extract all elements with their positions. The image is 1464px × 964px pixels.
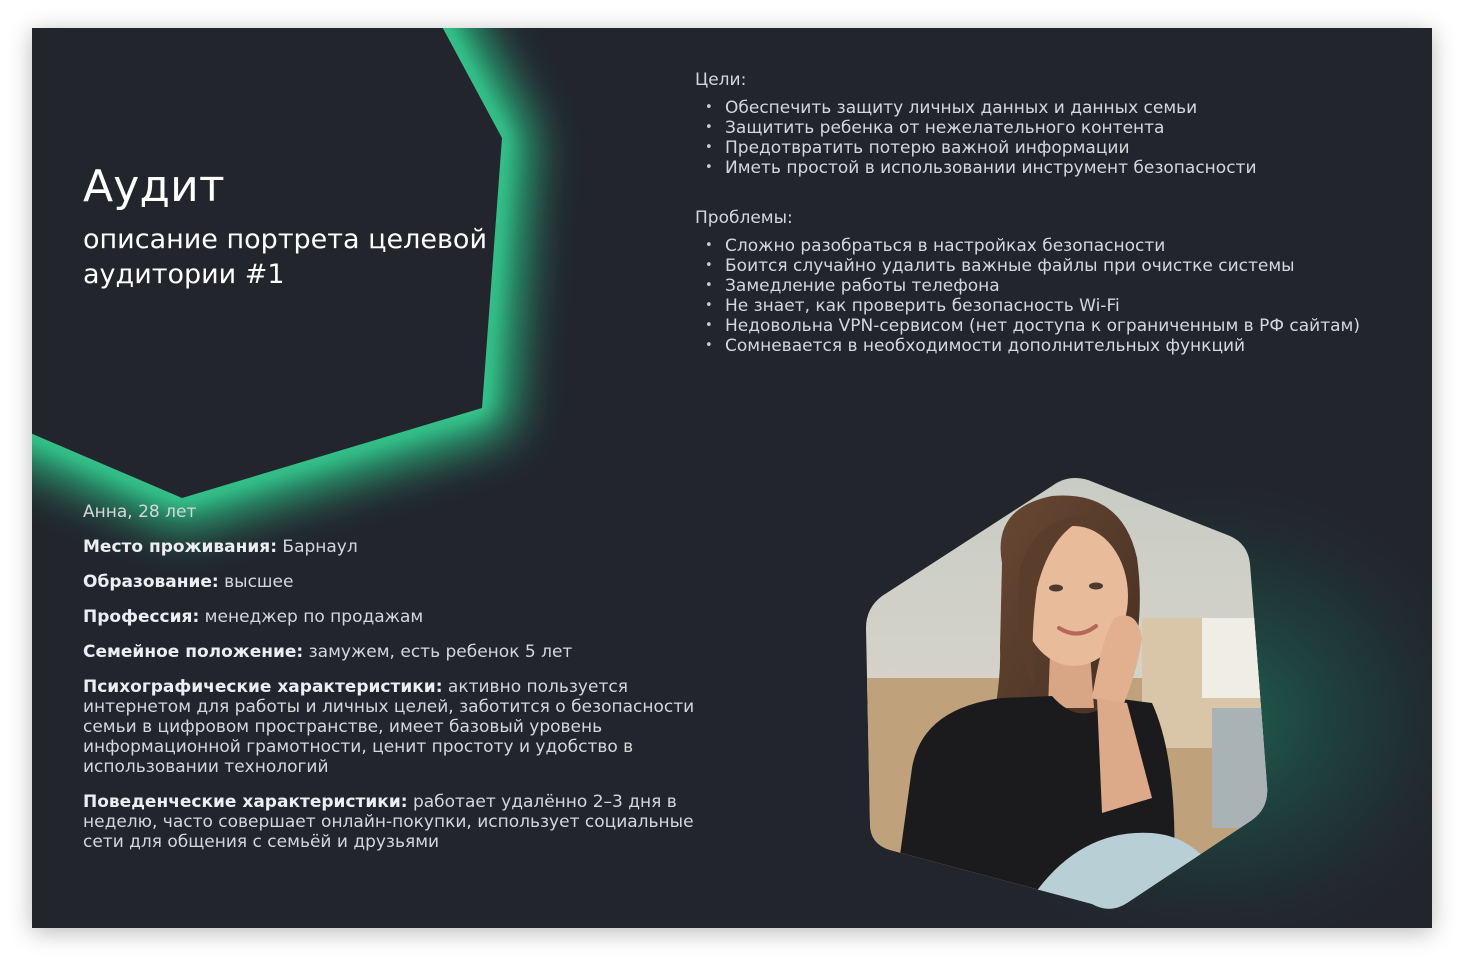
problem-item: • Недовольна VPN-сервисом (нет доступа к ограниченным в РФ сайтам) [705, 316, 1360, 336]
portrait-photo [852, 468, 1272, 913]
family-label: Семейное положение: [83, 642, 304, 662]
profession-label: Профессия: [83, 607, 200, 627]
persona-family [83, 642, 703, 662]
behavioral-label: Поведенческие характеристики: [83, 792, 408, 812]
problems-heading: Проблемы: [695, 208, 793, 228]
education-value: высшее [218, 572, 294, 592]
psychographic-label: Психографические характеристики: [83, 677, 443, 697]
psychographic-value: активно пользуется интернетом для работы и личных целей, заботится о безопасности семьи в цифровом пространстве, имеет базовый уровень информационной грамотности, ценит простоту и удобство в использовании технологий [83, 677, 695, 777]
page-title: Аудит [83, 161, 225, 212]
problem-item: • Сложно разобраться в настройках безопасности [705, 236, 1360, 256]
residence-value: Барнаул [277, 537, 358, 557]
goals-list [705, 98, 1257, 178]
persona-behavioral [83, 792, 703, 852]
goal-item: • Обеспечить защиту личных данных и данных семьи [705, 98, 1257, 118]
slide [32, 28, 1432, 928]
problem-item: • Боится случайно удалить важные файлы при очистке системы [705, 256, 1360, 276]
problem-item: • Замедление работы телефона [705, 276, 1360, 296]
persona-name-age: Анна, 28 лет [83, 502, 197, 522]
persona-profile [83, 502, 703, 867]
persona-psychographic [83, 677, 703, 777]
goal-item: • Иметь простой в использовании инструмент безопасности [705, 158, 1257, 178]
page-subtitle: описание портрета целевой аудитории #1 [83, 224, 487, 290]
goal-item: • Защитить ребенка от нежелательного контента [705, 118, 1257, 138]
behavioral-value: работает удалённо 2–3 дня в неделю, часто совершает онлайн-покупки, использует социальные сети для общения с семьёй и друзьями [83, 792, 694, 852]
problem-item: • Не знает, как проверить безопасность Wi-Fi [705, 296, 1360, 316]
goal-item: • Предотвратить потерю важной информации [705, 138, 1257, 158]
persona-education [83, 572, 703, 592]
residence-label: Место проживания: [83, 537, 277, 557]
problems-list [705, 236, 1360, 356]
family-value: замужем, есть ребенок 5 лет [303, 642, 573, 662]
persona-profession [83, 607, 703, 627]
goals-heading: Цели: [695, 70, 747, 90]
persona-residence [83, 537, 703, 557]
problem-item: • Сомневается в необходимости дополнительных функций [705, 336, 1360, 356]
education-label: Образование: [83, 572, 219, 592]
profession-value: менеджер по продажам [199, 607, 424, 627]
